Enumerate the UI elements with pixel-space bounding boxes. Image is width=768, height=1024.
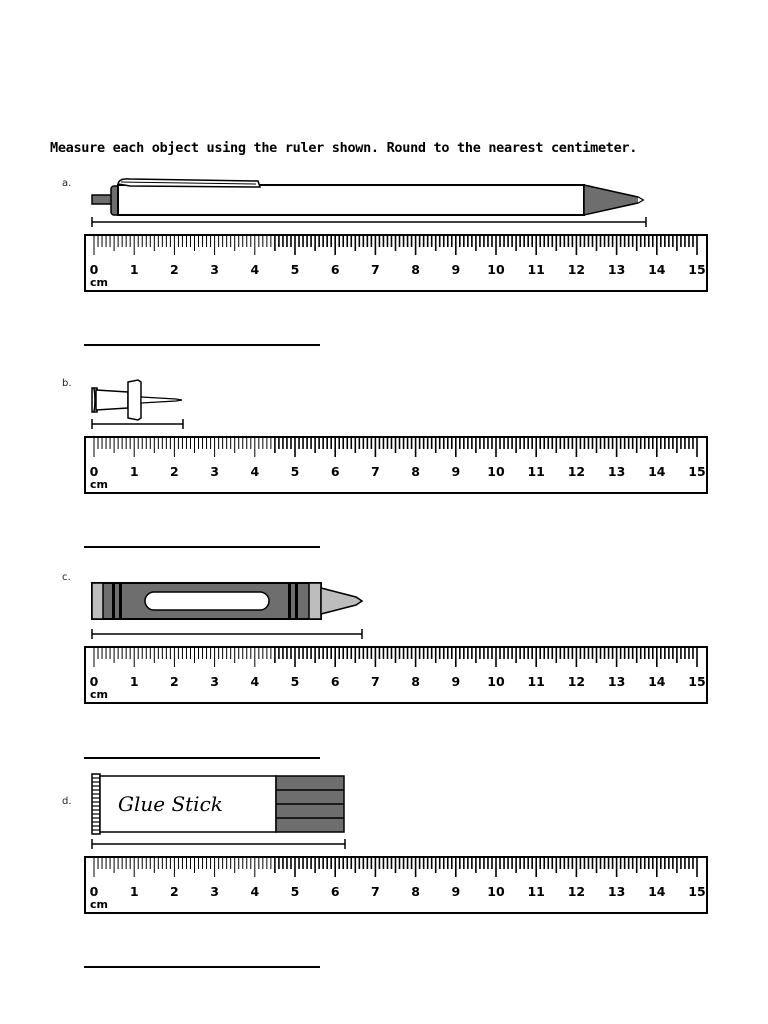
ruler-unit-label: cm [90,688,108,701]
ruler-number: 5 [290,884,300,899]
ruler-number: 13 [607,884,626,899]
ruler-number: 14 [648,884,666,899]
ruler-number: 4 [250,884,260,899]
problem-b [0,372,768,572]
ruler-number: 6 [330,674,340,689]
problem-label: c. [62,572,71,583]
ruler-number: 15 [688,262,706,277]
ruler-number: 6 [330,884,340,899]
ruler-number: 9 [451,262,461,277]
ruler-unit-label: cm [90,898,108,911]
measure-line [0,216,768,228]
ruler-number: 12 [567,674,586,689]
ruler-number: 13 [607,674,626,689]
ruler [84,234,708,292]
ruler-unit-label: cm [90,478,108,491]
ruler-number: 3 [210,262,219,277]
ruler-number: 12 [567,262,586,277]
ruler [84,646,708,704]
ruler-number: 11 [527,464,545,479]
ruler-number: 5 [290,464,300,479]
problem-label: d. [62,796,72,807]
ruler-number: 3 [210,884,219,899]
problem-label: b. [62,378,72,389]
ruler-number: 8 [411,884,420,899]
crayon-icon [0,570,768,630]
ruler-number: 9 [451,674,461,689]
ruler-number: 0 [89,884,99,899]
ruler-number: 3 [210,674,219,689]
measure-line [0,838,768,850]
ruler-number: 11 [527,674,545,689]
ruler-number: 7 [371,884,380,899]
ruler-number: 14 [648,674,666,689]
instructions: Measure each object using the ruler shown. Round to the nearest centimeter. [50,140,638,156]
ruler-number: 8 [411,464,420,479]
ruler-number: 13 [607,464,626,479]
ruler-number: 4 [250,674,260,689]
ruler-number: 12 [567,884,586,899]
ruler-number: 2 [170,674,179,689]
ruler-number: 6 [330,262,340,277]
ruler-number: 5 [290,674,300,689]
answer-line[interactable] [84,966,320,968]
ruler-number: 7 [371,262,380,277]
ruler-number: 1 [129,674,139,689]
ruler-number: 7 [371,674,380,689]
problem-a [0,170,768,370]
answer-line[interactable] [84,344,320,346]
ruler-number: 2 [170,464,179,479]
ruler-number: 0 [89,262,99,277]
ruler-number: 4 [250,262,260,277]
ruler-number: 11 [527,884,545,899]
answer-line[interactable] [84,546,320,548]
ruler-number: 14 [648,262,666,277]
ruler [84,436,708,494]
ruler-number: 3 [210,464,219,479]
ruler-number: 9 [451,884,461,899]
ruler-number: 1 [129,884,139,899]
ruler-number: 12 [567,464,586,479]
ruler-number: 7 [371,464,380,479]
ruler-number: 0 [89,674,99,689]
ruler-number: 15 [688,884,706,899]
ruler-number: 4 [250,464,260,479]
ruler-number: 11 [527,262,545,277]
glue-stick-icon [0,770,768,840]
answer-line[interactable] [84,757,320,759]
ruler-number: 5 [290,262,300,277]
ruler-number: 1 [129,464,139,479]
ruler-number: 8 [411,674,420,689]
ruler-number: 1 [129,262,139,277]
problem-label: a. [62,178,72,189]
ruler-number: 0 [89,464,99,479]
problem-d [0,770,768,970]
ruler-number: 2 [170,884,179,899]
ruler-unit-label: cm [90,276,108,289]
problem-c [0,570,768,770]
ruler-number: 15 [688,674,706,689]
ruler-number: 2 [170,262,179,277]
ruler-number: 6 [330,464,340,479]
ruler [84,856,708,914]
ruler-number: 14 [648,464,666,479]
ruler-number: 13 [607,262,626,277]
measure-line [0,628,768,640]
ruler-number: 10 [487,262,505,277]
ruler-number: 9 [451,464,461,479]
ruler-number: 15 [688,464,706,479]
ruler-number: 10 [487,884,505,899]
measure-line [0,418,768,430]
ruler-number: 8 [411,262,420,277]
ruler-number: 10 [487,674,505,689]
glue-stick-label: Glue Stick [118,792,223,816]
ruler-number: 10 [487,464,505,479]
